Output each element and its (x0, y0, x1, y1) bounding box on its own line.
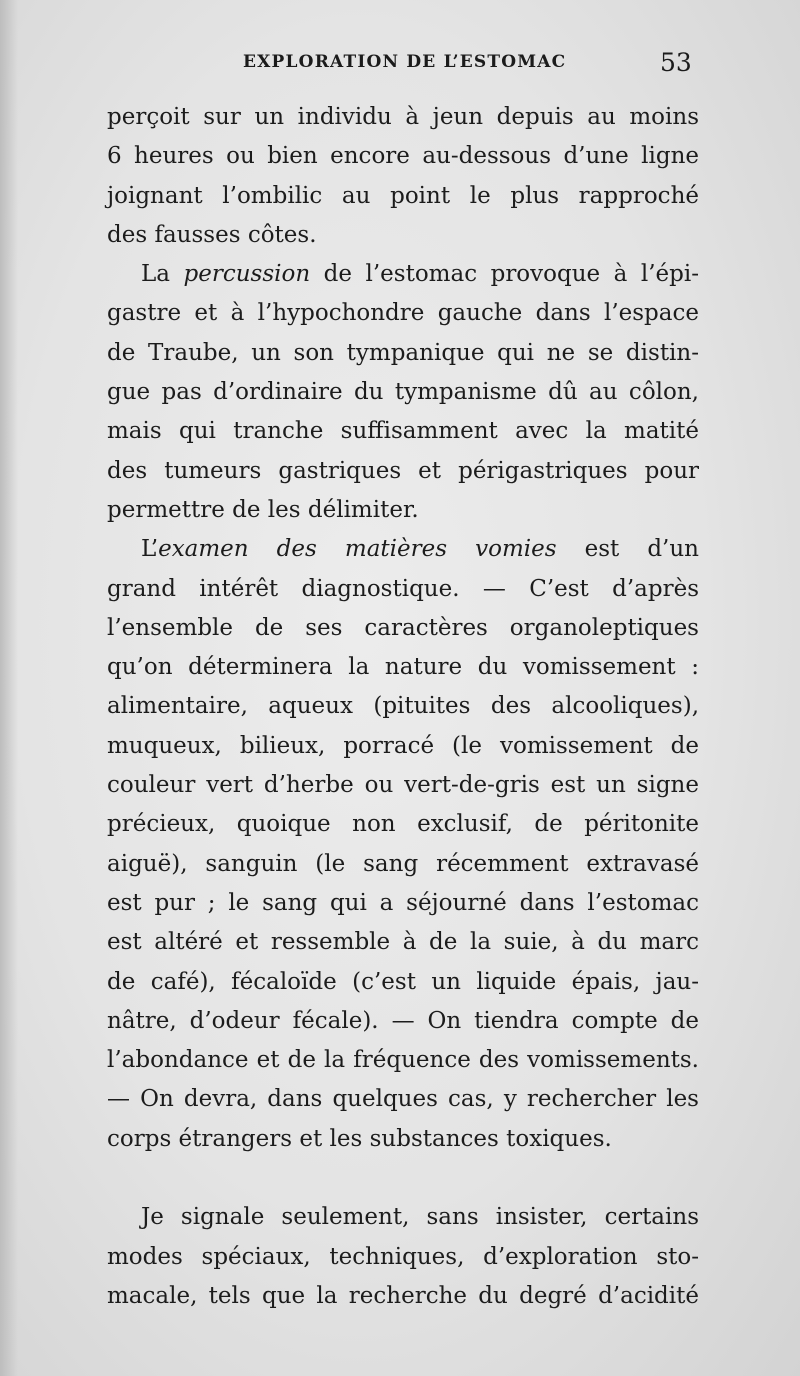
body-text (107, 98, 699, 1316)
text-line: perçoit sur un individu à jeun depuis au moins (107, 104, 699, 130)
italic-term-percussion: percussion (183, 261, 311, 288)
text-line: de Traube, un son tympanique qui ne se distin- (107, 339, 699, 366)
paragraph-percussion-first-line (107, 255, 699, 294)
text-line: permettre de les délimiter. (107, 496, 419, 523)
section-gap (107, 1159, 699, 1198)
text-line: couleur vert d’herbe ou vert-de-gris est un signe (107, 772, 699, 799)
text-line: gue pas d’ordinaire du tympanisme dû au côlon, (107, 379, 699, 406)
running-head (0, 48, 800, 80)
text-line: aiguë), sanguin (le sang récemment extravasé (107, 850, 699, 877)
text-fragment: de l’estomac provoque à l’épi- (310, 261, 700, 288)
text-line: gastre et à l’hypochondre gauche dans l’espace (107, 300, 699, 327)
text-line: l’ensemble de ses caractères organoleptiques (107, 614, 699, 641)
text-line: qu’on déterminera la nature du vomissement : (107, 654, 699, 681)
page-number: 53 (660, 48, 692, 77)
text-line: muqueux, bilieux, porracé (le vomissement de (107, 732, 699, 759)
text-line: joignant l’ombilic au point le plus rapproché (107, 182, 699, 209)
text-line: corps étrangers et les substances toxiques. (107, 1125, 612, 1152)
paragraph-vomit-exam-first-line (107, 530, 699, 569)
text-line: des tumeurs gastriques et périgastriques pour (107, 457, 699, 484)
text-line: macale, tels que la recherche du degré d’acidité (107, 1282, 699, 1309)
page-edge-shadow (0, 0, 18, 1376)
text-line: modes spéciaux, techniques, d’exploration sto- (107, 1243, 699, 1270)
text-line: 6 heures ou bien encore au-dessous d’une ligne (107, 143, 699, 170)
text-line: est altéré et ressemble à de la suie, à du marc (107, 929, 699, 956)
text-line: l’abondance et de la fréquence des vomissements. (107, 1047, 699, 1074)
text-line: alimentaire, aqueux (pituites des alcooliques), (107, 693, 699, 720)
text-line: est pur ; le sang qui a séjourné dans l’estomac (107, 889, 699, 916)
text-fragment: est d’un (556, 536, 699, 563)
text-fragment: La (141, 261, 184, 288)
text-line: nâtre, d’odeur fécale). — On tiendra compte de (107, 1007, 699, 1034)
italic-term-examen: examen des matières vomies (158, 536, 557, 563)
text-fragment: L’ (141, 536, 159, 563)
text-line: de café), fécaloïde (c’est un liquide épais, jau- (107, 968, 699, 995)
running-title: EXPLORATION DE L’ESTOMAC (243, 52, 567, 72)
text-line: précieux, quoique non exclusif, de péritonite (107, 811, 699, 838)
text-line: Je signale seulement, sans insister, certains (141, 1204, 699, 1231)
text-line: mais qui tranche suffisamment avec la matité (107, 418, 699, 445)
text-line: grand intérêt diagnostique. — C’est d’après (107, 575, 699, 602)
text-line: des fausses côtes. (107, 221, 317, 248)
text-line: — On devra, dans quelques cas, y rechercher les (107, 1086, 699, 1113)
